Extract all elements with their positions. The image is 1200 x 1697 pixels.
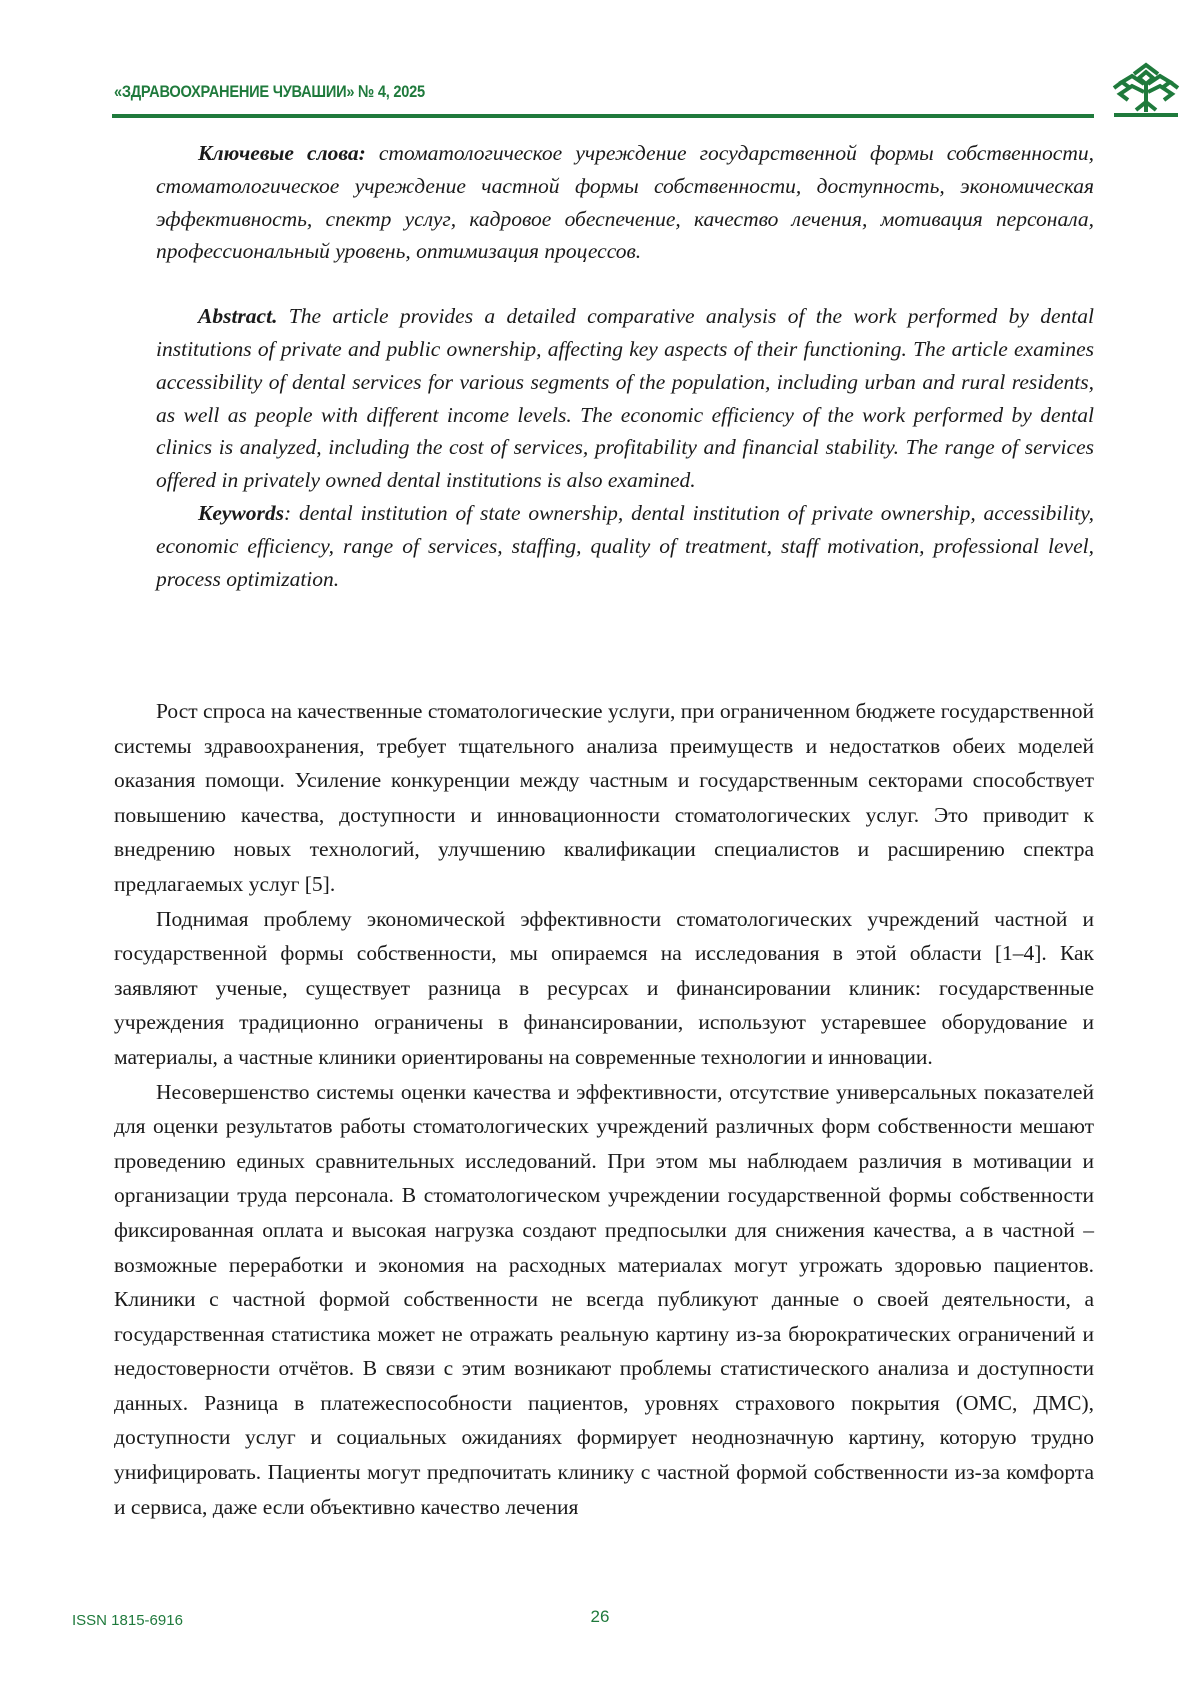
body-paragraph: Несовершенство системы оценки качества и эффективности, отсутствие универсальных показателей для оценки результатов работы стоматологических учреждений различных форм собственности мешают проведению единых сравнительных исследований. При этом мы наблюдаем различия в мотивации и организации труда персонала. В стоматологическом учреждении государственной формы собственности фиксированная оплата и высокая нагрузка создают предпосылки для снижения качества, а в частной – возможные переработки и экономия на расходных материалах могут угрожать здоровью пациентов. Клиники с частной формой собственности не всегда публикуют данные о своей деятельности, а государственная статистика может не отражать реальную картину из-за бюрократических ограничений и недостоверности отчётов. В связи с этим возникают проблемы статистического анализа и доступности данных. Разница в платежеспособности пациентов, уровнях страхового покрытия (ОМС, ДМС), доступности услуг и социальных ожиданиях формирует неоднозначную картину, которую трудно унифицировать. Пациенты могут предпочитать клинику с частной формой собственности из-за комфорта и сервиса, даже если объективно качество лечения [114,1079,1094,1519]
ru-keywords-text: стоматологическое учреждение государственной формы собственности, стоматологическое учреждение частной формы собственности, доступность, экономическая эффективность, спектр услуг, кадровое обеспечение, качество лечения, мотивация персонала, профессиональный уровень, оптимизация процессов. [156,141,1094,264]
journal-title: «ЗДРАВООХРАНЕНИЕ ЧУВАШИИ» № 4, 2025 [114,82,425,101]
page-number: 26 [590,1607,610,1626]
en-abstract-paragraph [156,300,1094,497]
ru-keywords-label: Ключевые слова: [198,141,366,165]
abstract-block [156,137,1094,595]
article-body [114,694,1094,1524]
chuvash-emblem-icon [1108,62,1184,118]
page-header [112,80,1092,120]
en-abstract-label: Abstract. [198,304,278,329]
en-keywords-label: Keywords [198,500,284,525]
en-keywords-text: : dental institution of state ownership, dental institution of private ownership, accessibility, economic efficiency, range of services, staffing, quality of treatment, staff motivation, professional level, process optimization. [156,500,1094,591]
body-paragraph: Рост спроса на качественные стоматологические услуги, при ограниченном бюджете государственной системы здравоохранения, требует тщательного анализа преимуществ и недостатков обеих моделей оказания помощи. Усиление конкуренции между частным и государственным секторами способствует повышению качества, доступности и инновационности стоматологических услуг. Это приводит к внедрению новых технологий, улучшению квалификации специалистов и расширению спектра предлагаемых услуг [5]. [114,699,1095,896]
body-paragraph: Поднимая проблему экономической эффективности стоматологических учреждений частной и государственной формы собственности, мы опираемся на исследования в этой области [1–4]. Как заявляют ученые, существует разница в ресурсах и финансировании клиник: государственные учреждения традиционно ограничены в финансировании, используют устаревшее оборудование и материалы, а частные клиники ориентированы на современные технологии и инновации. [114,906,1094,1069]
footer-issn: ISSN 1815-6916 [72,1612,183,1629]
en-keywords-paragraph [156,497,1094,595]
ru-keywords-paragraph [156,137,1094,268]
en-abstract-text: The article provides a detailed comparative analysis of the work performed by dental institutions of private and public ownership, affecting key aspects of their functioning. The article examines accessibility of dental services for various segments of the population, including urban and rural residents, as well as people with different income levels. The economic efficiency of the work performed by dental clinics is analyzed, including the cost of services, profitability and financial stability. The range of services offered in privately owned dental institutions is also examined. [156,304,1094,493]
header-divider [112,114,1094,118]
